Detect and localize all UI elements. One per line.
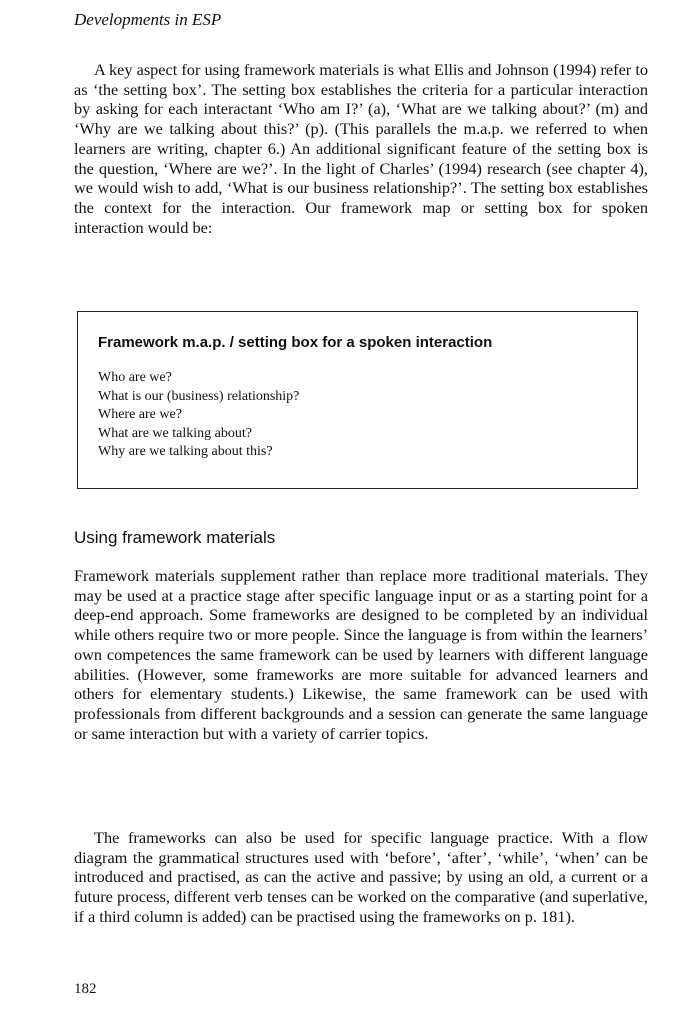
body-paragraph-2: The frameworks can also be used for specific language practice. With a flow diagram the grammatical structures used with ‘before’, ‘after’, ‘while’, ‘when’ can be introduced and practised, as can the active and passive; by using an old, a current or a future process, different verb tenses can be worked on the comparative (and superlative, if a third column is added) can be practised using the frameworks on p. 181).: [74, 828, 648, 926]
question-item: Where are we?: [98, 407, 182, 423]
setting-box-questions: [98, 369, 299, 462]
question-item: What are we talking about?: [98, 425, 252, 441]
setting-box-frame: [77, 311, 638, 489]
setting-box-title: Framework m.a.p. / setting box for a spoken interaction: [98, 334, 493, 351]
question-item: What is our (business) relationship?: [98, 388, 300, 404]
page-number: 182: [74, 981, 97, 997]
running-head: Developments in ESP: [74, 10, 222, 29]
body-paragraph-1: Framework materials supplement rather than replace more traditional materials. They may be used at a practice stage after specific language input or as a starting point for a deep-end approach. Some frameworks are designed to be completed by an individual while others require two or more people. Since the language is from within the learners’ own competences the same framework can be used by learners with different language abilities. (However, some frameworks are more suitable for advanced learners and others for elementary students.) Likewise, the same framework can be used with professionals from different backgrounds and a session can generate the same language or same interaction but with a variety of carrier topics.: [74, 566, 648, 743]
question-item: Who are we?: [98, 370, 172, 385]
question-item: Why are we talking about this?: [98, 444, 273, 460]
section-heading: Using framework materials: [74, 528, 276, 547]
intro-paragraph: A key aspect for using framework materials is what Ellis and Johnson (1994) refer to as ‘the setting box’. The setting box establishes the criteria for a particular interaction by asking for each interactant ‘Who am I?’ (a), ‘What are we talking about?’ (m) and ‘Why are we talking about this?’ (p). (This parallels the m.a.p. we referred to when learners are writing, chapter 6.) An additional significant feature of the setting box is the question, ‘Where are we?’. In the light of Charles’ (1994) research (see chapter 4), we would wish to add, ‘What is our business relationship?’. The setting box establishes the context for the interaction. Our framework map or setting box for spoken interaction would be:: [74, 60, 648, 237]
